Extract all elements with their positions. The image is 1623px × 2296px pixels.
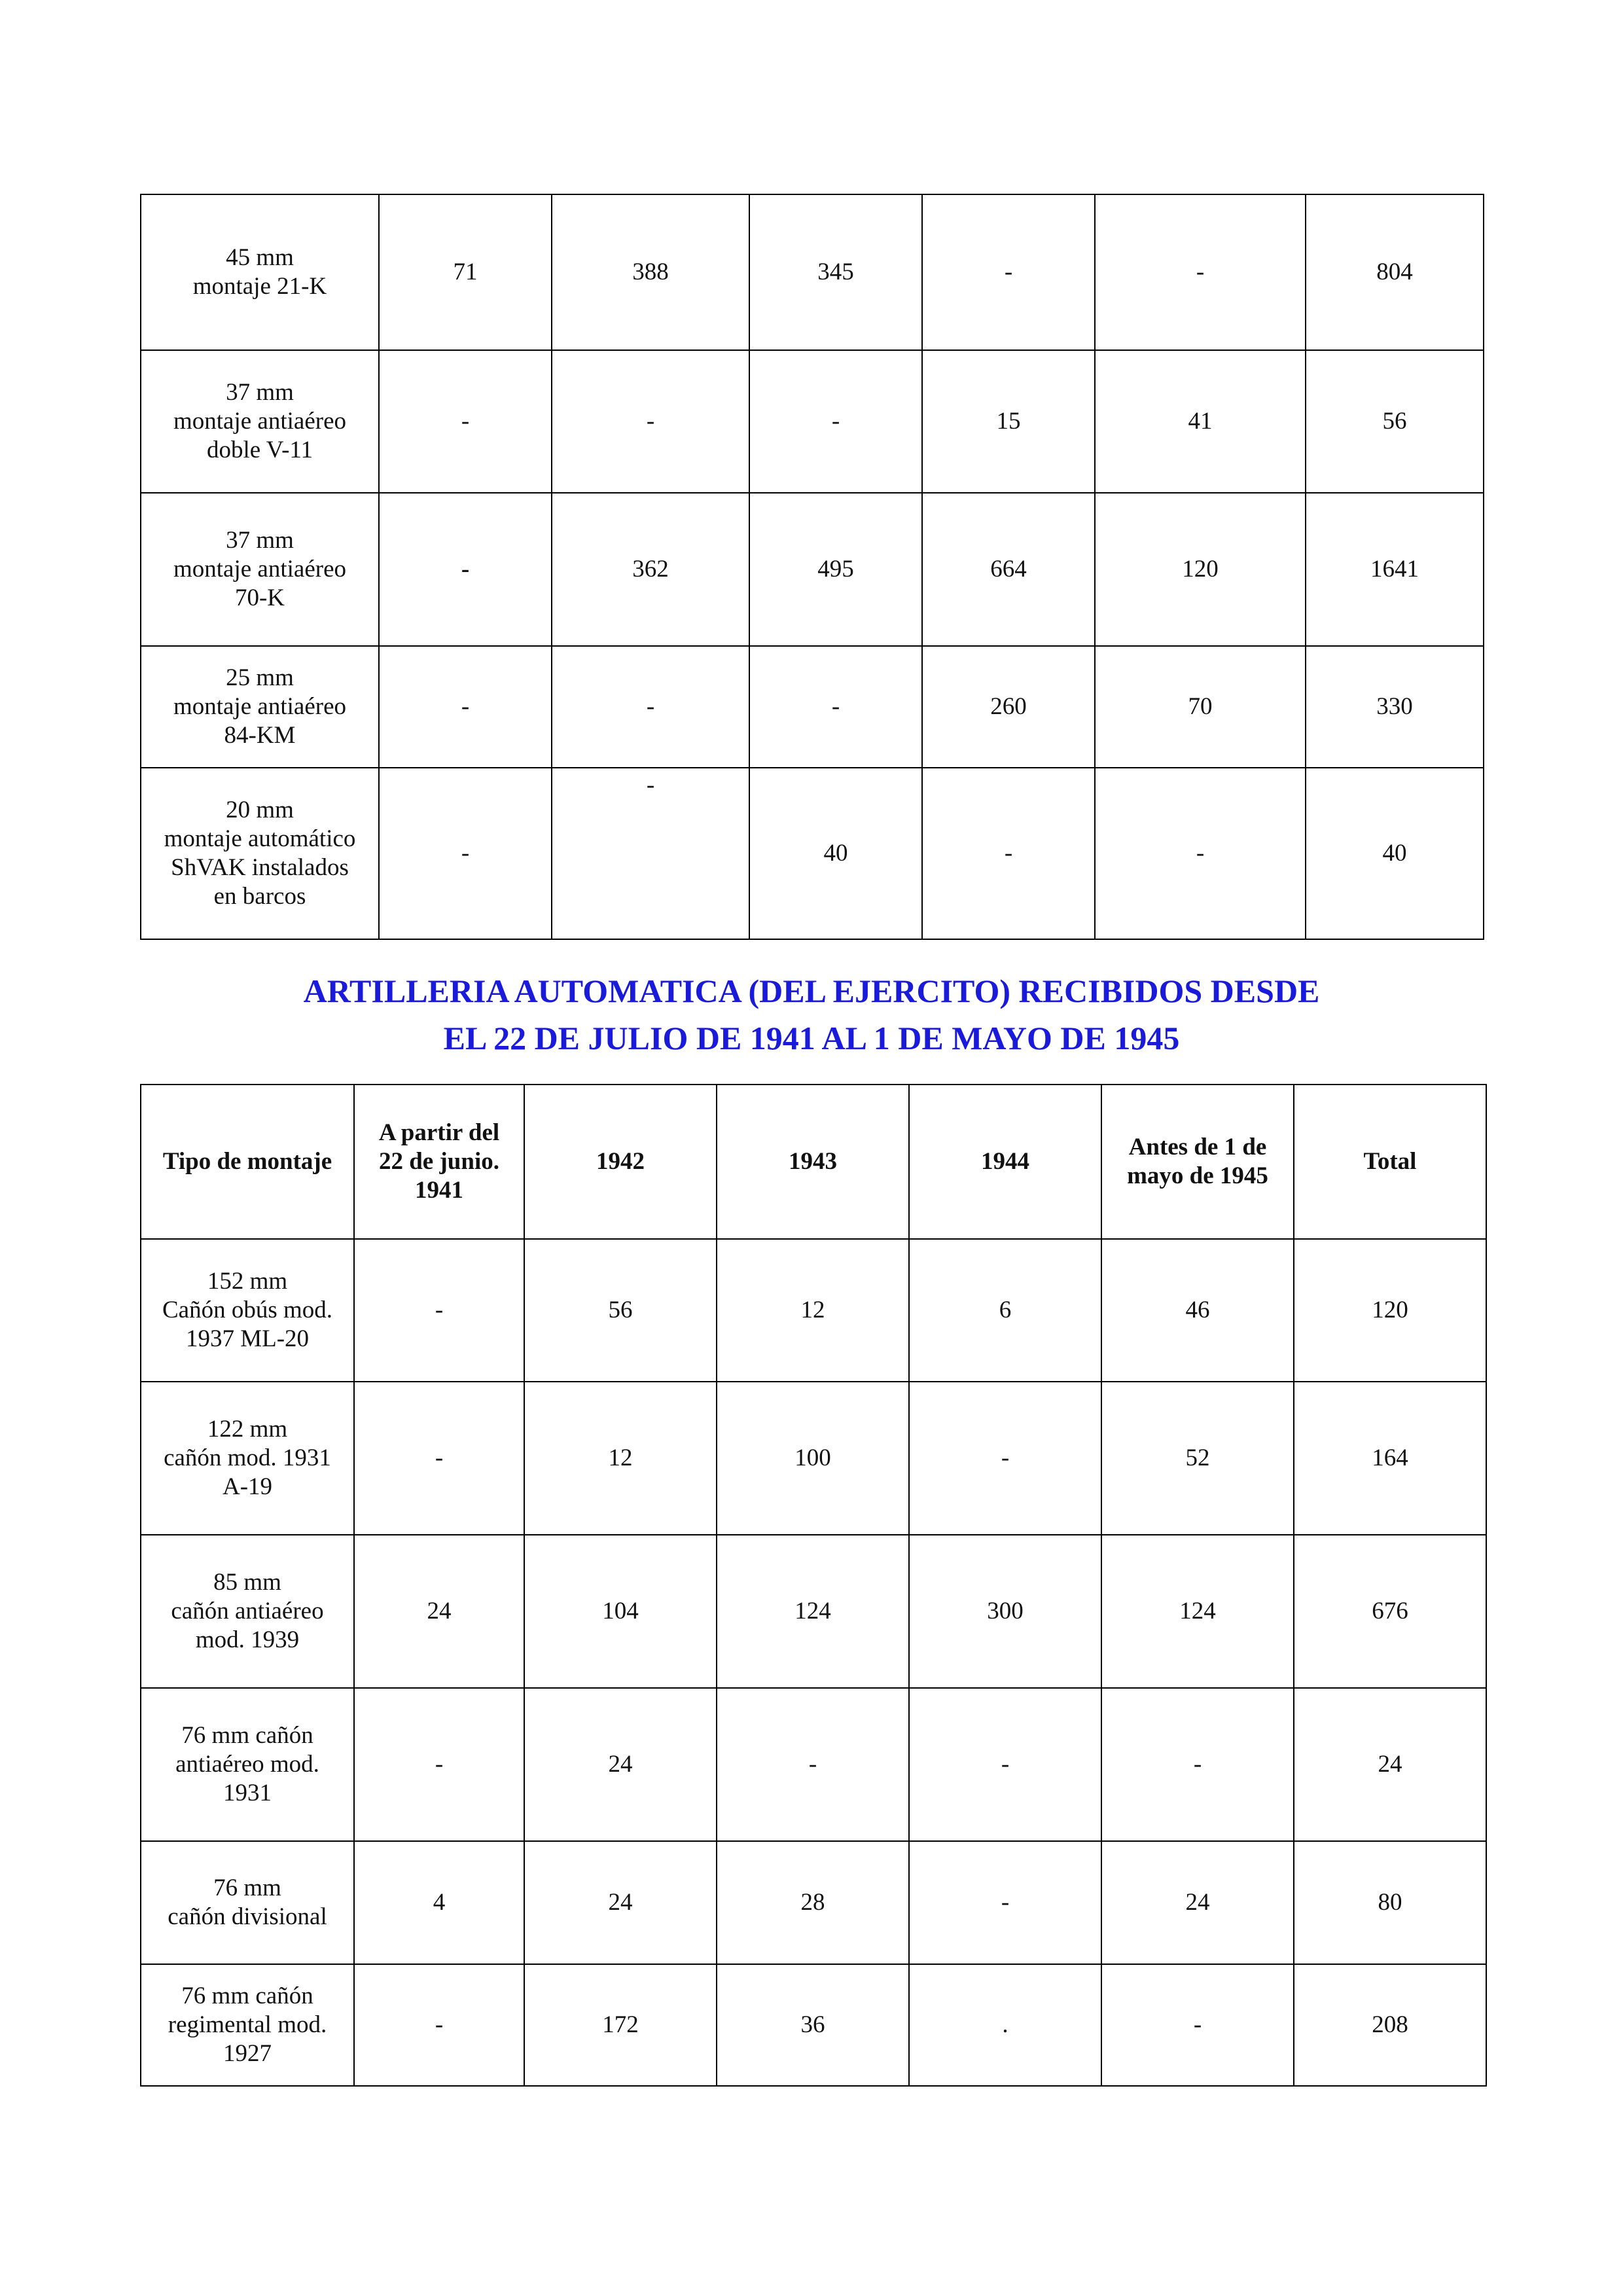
cell: -	[354, 1964, 524, 2086]
section-title-line-1: ARTILLERIA AUTOMATICA (DEL EJERCITO) RECIBIDOS DESDE	[303, 973, 1320, 1009]
cell: 56	[524, 1239, 717, 1382]
cell: -	[552, 350, 749, 493]
cell: 12	[717, 1239, 909, 1382]
cell: -	[1095, 194, 1306, 350]
cell: 36	[717, 1964, 909, 2086]
cell: 12	[524, 1382, 717, 1535]
column-header: 1943	[717, 1085, 909, 1239]
cell: .	[909, 1964, 1101, 2086]
column-header: Total	[1294, 1085, 1486, 1239]
row-label: 76 mm cañón regimental mod. 1927	[141, 1964, 354, 2086]
cell: -	[1101, 1688, 1294, 1841]
cell: 120	[1095, 493, 1306, 646]
top-table	[140, 194, 1484, 940]
cell: 71	[379, 194, 552, 350]
table-row	[141, 493, 1484, 646]
cell: 260	[922, 646, 1095, 768]
cell: 664	[922, 493, 1095, 646]
row-label: 20 mm montaje automático ShVAK instalados en barcos	[141, 768, 379, 939]
cell: 24	[524, 1688, 717, 1841]
cell: 362	[552, 493, 749, 646]
column-header: Tipo de montaje	[141, 1085, 354, 1239]
cell: -	[909, 1688, 1101, 1841]
cell: -	[922, 768, 1095, 939]
table-row	[141, 1535, 1486, 1688]
row-label: 25 mm montaje antiaéreo 84-KM	[141, 646, 379, 768]
table-row	[141, 1688, 1486, 1841]
cell: 1641	[1306, 493, 1484, 646]
table-row	[141, 646, 1484, 768]
cell: 56	[1306, 350, 1484, 493]
section-title-line-2: EL 22 DE JULIO DE 1941 AL 1 DE MAYO DE 1945	[443, 1020, 1180, 1056]
cell: -	[379, 768, 552, 939]
cell-stray-dash: -	[646, 772, 655, 798]
cell: 300	[909, 1535, 1101, 1688]
table-row	[141, 1841, 1486, 1964]
row-label: 152 mm Cañón obús mod. 1937 ML-20	[141, 1239, 354, 1382]
cell: -	[717, 1688, 909, 1841]
table-row	[141, 768, 1484, 939]
cell: -	[379, 646, 552, 768]
cell: 172	[524, 1964, 717, 2086]
cell: 345	[749, 194, 922, 350]
table-header-row	[141, 1085, 1486, 1239]
row-label: 37 mm montaje antiaéreo doble V-11	[141, 350, 379, 493]
cell: 28	[717, 1841, 909, 1964]
table-row	[141, 1964, 1486, 2086]
cell: 46	[1101, 1239, 1294, 1382]
cell: 41	[1095, 350, 1306, 493]
cell: -	[1095, 768, 1306, 939]
cell: 208	[1294, 1964, 1486, 2086]
cell: -	[922, 194, 1095, 350]
cell: 6	[909, 1239, 1101, 1382]
cell: -	[909, 1382, 1101, 1535]
row-label: 37 mm montaje antiaéreo 70-K	[141, 493, 379, 646]
cell: -	[354, 1382, 524, 1535]
row-label: 76 mm cañón divisional	[141, 1841, 354, 1964]
table-row	[141, 1239, 1486, 1382]
table-row	[141, 194, 1484, 350]
cell: 15	[922, 350, 1095, 493]
bottom-table	[140, 1084, 1487, 2087]
cell: 388	[552, 194, 749, 350]
row-label: 85 mm cañón antiaéreo mod. 1939	[141, 1535, 354, 1688]
cell: 24	[1101, 1841, 1294, 1964]
row-label: 76 mm cañón antiaéreo mod. 1931	[141, 1688, 354, 1841]
cell: 104	[524, 1535, 717, 1688]
cell: -	[354, 1239, 524, 1382]
column-header: 1942	[524, 1085, 717, 1239]
cell: 52	[1101, 1382, 1294, 1535]
row-label: 45 mm montaje 21-K	[141, 194, 379, 350]
cell: 40	[1306, 768, 1484, 939]
cell: 495	[749, 493, 922, 646]
cell: 4	[354, 1841, 524, 1964]
cell	[552, 768, 749, 939]
column-header: A partir del 22 de junio. 1941	[354, 1085, 524, 1239]
cell: -	[354, 1688, 524, 1841]
cell: 164	[1294, 1382, 1486, 1535]
cell: 80	[1294, 1841, 1486, 1964]
cell: 676	[1294, 1535, 1486, 1688]
cell: 120	[1294, 1239, 1486, 1382]
cell: 40	[749, 768, 922, 939]
cell: 100	[717, 1382, 909, 1535]
cell: 804	[1306, 194, 1484, 350]
cell: 330	[1306, 646, 1484, 768]
section-title	[140, 967, 1483, 1062]
cell: 24	[354, 1535, 524, 1688]
cell: 124	[1101, 1535, 1294, 1688]
cell: 24	[1294, 1688, 1486, 1841]
cell: -	[749, 646, 922, 768]
cell: -	[379, 350, 552, 493]
cell: -	[1101, 1964, 1294, 2086]
cell: -	[909, 1841, 1101, 1964]
cell: -	[552, 646, 749, 768]
cell: 70	[1095, 646, 1306, 768]
column-header: 1944	[909, 1085, 1101, 1239]
row-label: 122 mm cañón mod. 1931 A-19	[141, 1382, 354, 1535]
cell: -	[749, 350, 922, 493]
table-row	[141, 350, 1484, 493]
cell: -	[379, 493, 552, 646]
cell: 124	[717, 1535, 909, 1688]
cell: 24	[524, 1841, 717, 1964]
table-row	[141, 1382, 1486, 1535]
column-header: Antes de 1 de mayo de 1945	[1101, 1085, 1294, 1239]
